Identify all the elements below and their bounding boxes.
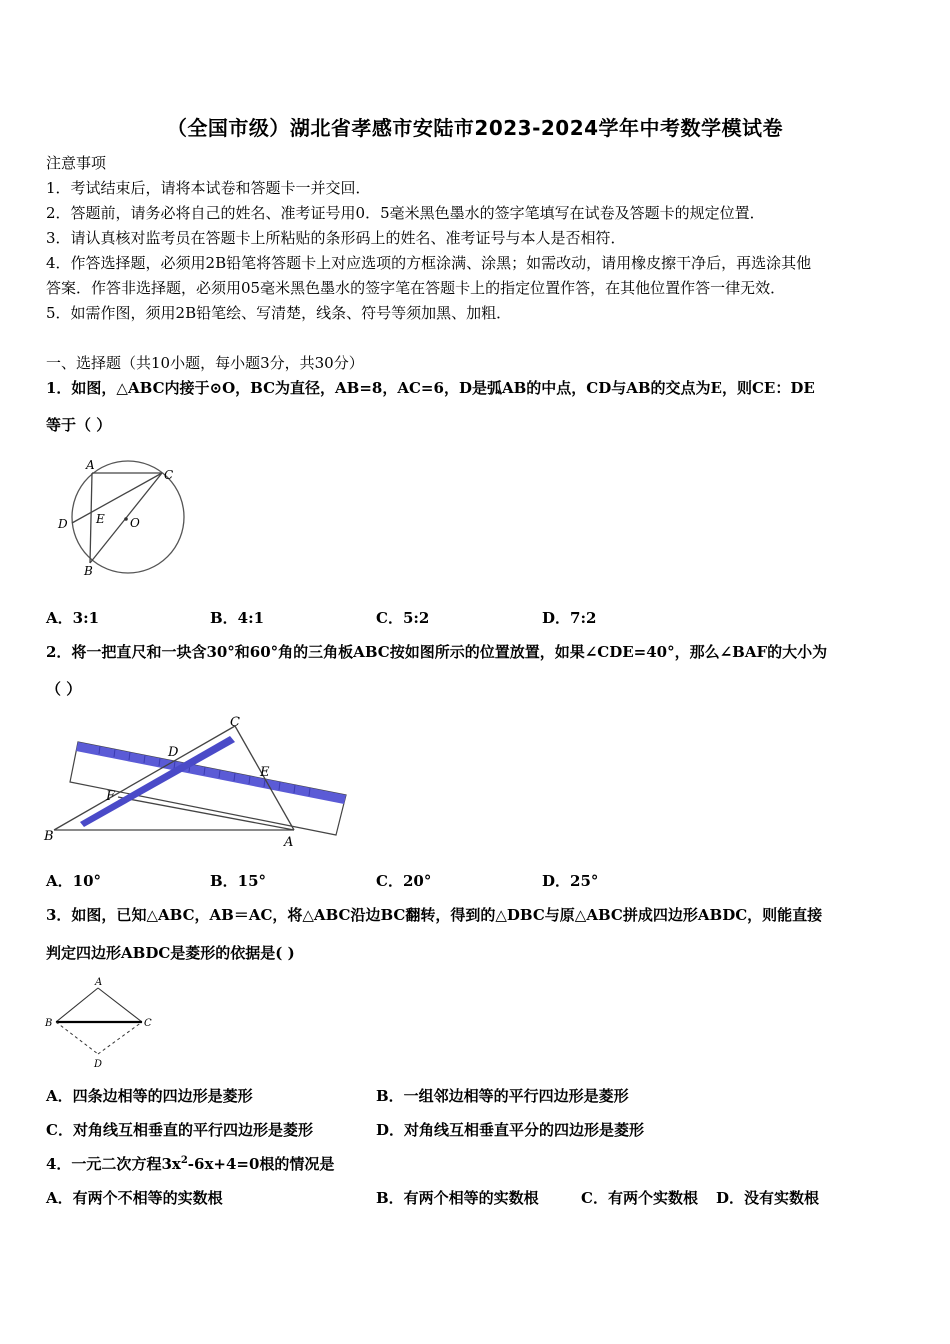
- label-c: C: [164, 468, 174, 482]
- question-3-text: 3．如图，已知△ABC，AB＝AC，将△ABC沿边BC翻转，得到的△DBC与原△ABC拼成四边形ABDC，则能直接: [46, 906, 823, 924]
- rhombus-figure: [42, 974, 162, 1072]
- notice-heading: 注意事项: [46, 154, 107, 172]
- q1-option-d[interactable]: D．7:2: [542, 609, 597, 627]
- label-c: C: [144, 1018, 152, 1029]
- q4-suffix: -6x+4=0根的情况是: [187, 1155, 335, 1173]
- label-a: A: [95, 977, 103, 988]
- notice-item: 4．作答选择题，必须用2B铅笔将答题卡上对应选项的方框涂满、涂黑；如需改动，请用橡皮擦干净后，再选涂其他: [46, 254, 812, 272]
- q3-option-d[interactable]: D．对角线互相垂直平分的四边形是菱形: [376, 1121, 645, 1139]
- q1-option-c[interactable]: C．5:2: [376, 609, 430, 627]
- question-2-text-cont: （ ）: [46, 680, 82, 698]
- q4-option-d[interactable]: D．没有实数根: [716, 1189, 820, 1207]
- label-b: B: [45, 1018, 53, 1029]
- label-a: A: [284, 835, 294, 850]
- q3-option-c[interactable]: C．对角线互相垂直的平行四边形是菱形: [46, 1121, 313, 1139]
- segment-ab: [56, 988, 98, 1022]
- q1-option-b[interactable]: B．4:1: [210, 609, 265, 627]
- q4-option-c[interactable]: C．有两个实数根: [581, 1189, 698, 1207]
- label-b: B: [44, 829, 54, 844]
- label-d: D: [58, 517, 68, 531]
- label-f: F: [106, 789, 116, 804]
- q4-option-a[interactable]: A．有两个不相等的实数根: [46, 1189, 223, 1207]
- q3-option-b[interactable]: B．一组邻边相等的平行四边形是菱形: [376, 1087, 629, 1105]
- notice-item: 答案．作答非选择题，必须用05毫米黑色墨水的签字笔在答题卡上的指定位置作答，在其他位置作答一律无效．: [46, 279, 786, 297]
- page-title: （全国市级）湖北省孝感市安陆市2023-2024学年中考数学模试卷: [166, 116, 784, 140]
- q2-option-d[interactable]: D．25°: [542, 872, 599, 890]
- label-e: E: [96, 512, 105, 526]
- segment-ab: [90, 473, 92, 563]
- q4-prefix: 4．一元二次方程3x: [46, 1155, 181, 1173]
- notice-item: 1．考试结束后，请将本试卷和答题卡一并交回．: [46, 179, 371, 197]
- q1-option-a[interactable]: A．3:1: [46, 609, 100, 627]
- label-b: B: [84, 564, 93, 578]
- label-e: E: [260, 765, 270, 780]
- section-heading: 一、选择题（共10小题，每小题3分，共30分）: [46, 354, 364, 372]
- label-c: C: [230, 715, 240, 730]
- segment-bd: [56, 1022, 98, 1054]
- question-1-text: 1．如图，△ABC内接于⊙O，BC为直径，AB=8，AC=6，D是弧AB的中点，CD与AB的交点为E，则CE：DE: [46, 379, 815, 397]
- notice-item: 5．如需作图，须用2B铅笔绘、写清楚，线条、符号等须加黑、加粗．: [46, 304, 512, 322]
- question-1-text-cont: 等于（ ）: [46, 416, 112, 434]
- question-3-text-cont: 判定四边形ABDC是菱形的依据是( ): [46, 944, 295, 962]
- notice-item: 2．答题前，请务必将自己的姓名、准考证号用0．5毫米黑色墨水的签字笔填写在试卷及答题卡的规定位置．: [46, 204, 765, 222]
- question-4-text: [46, 1153, 334, 1174]
- q4-option-b[interactable]: B．有两个相等的实数根: [376, 1189, 539, 1207]
- segment-af: [118, 797, 294, 830]
- q2-option-b[interactable]: B．15°: [210, 872, 267, 890]
- label-d: D: [168, 745, 179, 760]
- q2-option-a[interactable]: A．10°: [46, 872, 102, 890]
- label-a: A: [86, 458, 95, 472]
- center-point: [124, 517, 128, 521]
- notice-item: 3．请认真核对监考员在答题卡上所粘贴的条形码上的姓名、准考证号与本人是否相符．: [46, 229, 626, 247]
- label-o: O: [130, 516, 140, 530]
- label-d: D: [94, 1059, 103, 1070]
- segment-ac: [98, 988, 142, 1022]
- ruler-triangle-figure: [40, 712, 360, 852]
- q3-option-a[interactable]: A．四条边相等的四边形是菱形: [46, 1087, 253, 1105]
- segment-dc: [98, 1022, 142, 1054]
- q2-option-c[interactable]: C．20°: [376, 872, 432, 890]
- question-2-text: 2．将一把直尺和一块含30°和60°角的三角板ABC按如图所示的位置放置，如果∠CDE=40°，那么∠BAF的大小为: [46, 643, 828, 661]
- circle-figure: [50, 455, 195, 580]
- q4-exponent: 2: [180, 1155, 188, 1166]
